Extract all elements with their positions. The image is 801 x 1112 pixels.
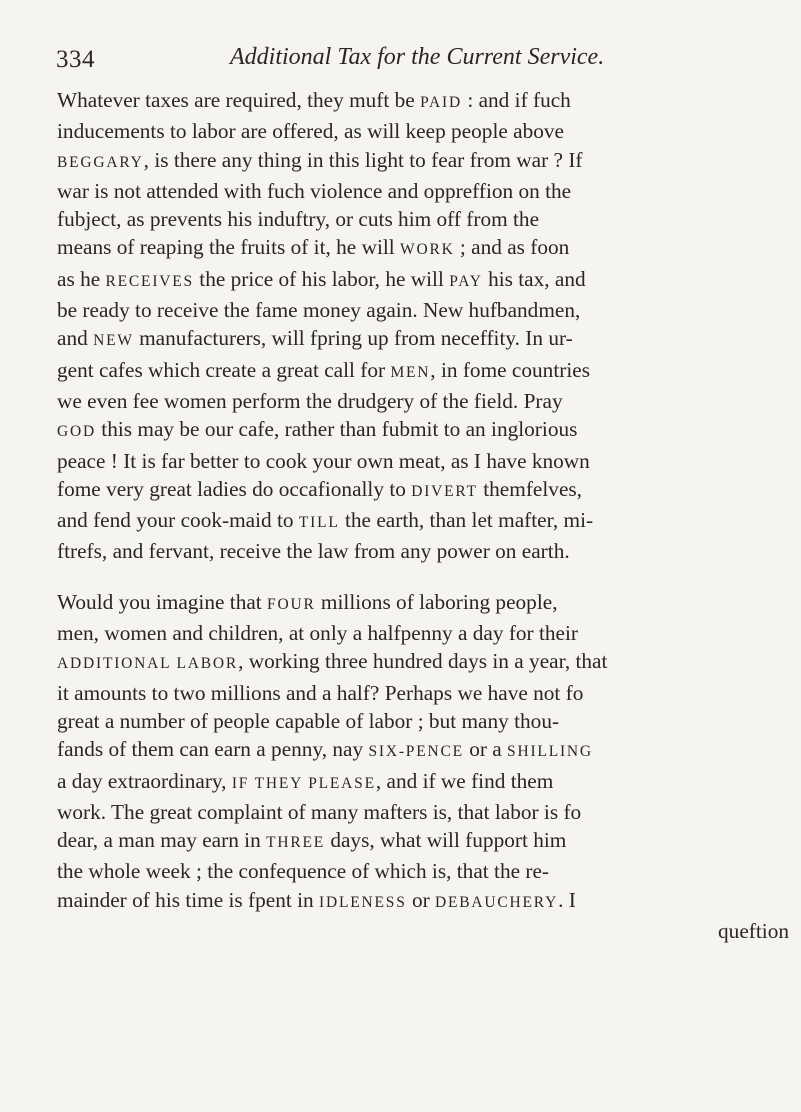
small-caps-text: IDLENESS	[319, 893, 407, 911]
text-line	[57, 707, 797, 735]
text-run: Whatever taxes are required, they muft be	[57, 88, 421, 112]
text-run: and fend your cook-maid to	[57, 508, 299, 533]
running-title: Additional Tax for the Current Service.	[230, 44, 605, 70]
text-line	[57, 415, 797, 446]
small-caps-text: FOUR	[267, 595, 316, 613]
small-caps-text: IF THEY PLEASE	[231, 774, 376, 792]
text-line	[57, 767, 797, 798]
text-run: and	[57, 326, 94, 351]
text-run: the earth, than let mafter, mi-	[339, 508, 594, 533]
text-run: this may be our cafe, rather than fubmit to an inglorious	[95, 417, 578, 442]
text-run: fome very great ladies do occafionally to	[57, 476, 412, 501]
text-line	[57, 619, 797, 647]
text-run: war is not attended with fuch violence and oppreffion on the	[57, 178, 572, 203]
catchword: queftion	[718, 919, 789, 944]
text-run: be ready to receive the fame money again. New hufbandmen,	[57, 298, 581, 323]
small-caps-text: RECEIVES	[105, 272, 194, 290]
text-run: as he	[57, 266, 106, 291]
text-line	[57, 537, 797, 565]
text-line	[57, 265, 797, 296]
small-caps-text: MEN	[390, 363, 431, 381]
text-line	[57, 647, 797, 678]
text-line	[57, 233, 797, 264]
text-line	[57, 447, 797, 475]
text-line	[57, 798, 797, 826]
text-run: means of reaping the fruits of it, he will	[57, 235, 401, 260]
text-run: the whole week ; the confequence of which is, that the re-	[57, 859, 550, 884]
small-caps-text: DEBAUCHERY	[435, 893, 559, 911]
text-line	[57, 857, 797, 885]
page-header	[56, 44, 761, 80]
text-run: work. The great complaint of many mafters is, that labor is fo	[57, 799, 582, 824]
text-run: men, women and children, at only a halfpenny a day for their	[57, 621, 579, 646]
text-line	[57, 177, 797, 205]
text-run: , is there any thing in this light to fear from war ? If	[143, 147, 583, 172]
small-caps-text: BEGGARY	[57, 153, 144, 171]
text-run: ftrefs, and fervant, receive the law from any power on earth.	[57, 539, 570, 564]
text-run: great a number of people capable of labor ; but many thou-	[57, 708, 560, 733]
text-line	[57, 387, 797, 415]
text-line	[57, 679, 797, 707]
text-run: , working three hundred days in a year, that	[238, 649, 608, 674]
small-caps-text: TILL	[298, 514, 340, 532]
text-run: manufacturers, will fpring up from neceffity. In ur-	[133, 326, 573, 351]
text-line	[57, 826, 797, 857]
text-run: we even fee women perform the drudgery of the field. Pray	[57, 388, 563, 413]
paragraph-gap	[57, 566, 797, 588]
text-run: ; and as foon	[454, 235, 570, 260]
text-run: a day extraordinary,	[57, 768, 232, 793]
small-caps-text: WORK	[400, 241, 455, 259]
text-line	[57, 735, 797, 766]
small-caps-text: SIX-PENCE	[368, 743, 464, 761]
text-line	[57, 588, 797, 619]
text-line	[57, 506, 797, 537]
small-caps-text: NEW	[93, 332, 134, 350]
small-caps-text: DIVERT	[411, 482, 478, 500]
text-run: , and if we find them	[375, 768, 554, 793]
text-run: fubject, as prevents his induftry, or cuts him off from the	[57, 207, 540, 232]
small-caps-text: PAY	[449, 272, 483, 290]
small-caps-text: ADDITIONAL LABOR	[57, 655, 239, 673]
text-run: or a	[463, 737, 508, 762]
text-line	[57, 356, 797, 387]
text-line	[57, 205, 797, 233]
text-run: the price of his labor, he will	[193, 266, 450, 291]
text-run: , in fome countries	[430, 357, 590, 382]
text-run: peace ! It is far better to cook your own meat, as I have known	[57, 448, 590, 473]
text-line	[57, 475, 797, 506]
small-caps-text: THREE	[266, 834, 325, 852]
body-text	[57, 86, 797, 945]
small-caps-text: SHILLING	[507, 743, 593, 761]
text-line	[57, 117, 797, 145]
text-run: or	[406, 887, 436, 912]
text-run: . I	[558, 887, 576, 912]
small-caps-text: PAID	[420, 94, 463, 111]
small-caps-text: GOD	[57, 423, 96, 441]
text-run: dear, a man may earn in	[57, 828, 267, 853]
text-run: it amounts to two millions and a half? Perhaps we have not fo	[57, 680, 584, 705]
text-line	[57, 146, 797, 177]
text-run: millions of laboring people,	[315, 589, 558, 614]
text-run: themfelves,	[477, 476, 583, 501]
text-line	[57, 296, 797, 324]
text-run: days, what will fupport him	[325, 828, 567, 853]
text-line	[57, 886, 797, 917]
text-run: fands of them can earn a penny, nay	[57, 737, 369, 762]
text-line	[57, 324, 797, 355]
text-run: his tax, and	[482, 266, 586, 291]
paragraph	[57, 588, 797, 917]
paragraph	[57, 86, 797, 566]
text-run: : and if fuch	[462, 88, 571, 112]
text-run: mainder of his time is fpent in	[57, 887, 320, 912]
text-run: gent cafes which create a great call for	[57, 357, 391, 382]
text-run: inducements to labor are offered, as will keep people above	[57, 119, 564, 144]
page-number: 334	[56, 46, 95, 73]
text-line	[57, 86, 797, 117]
text-run: Would you imagine that	[57, 589, 268, 614]
